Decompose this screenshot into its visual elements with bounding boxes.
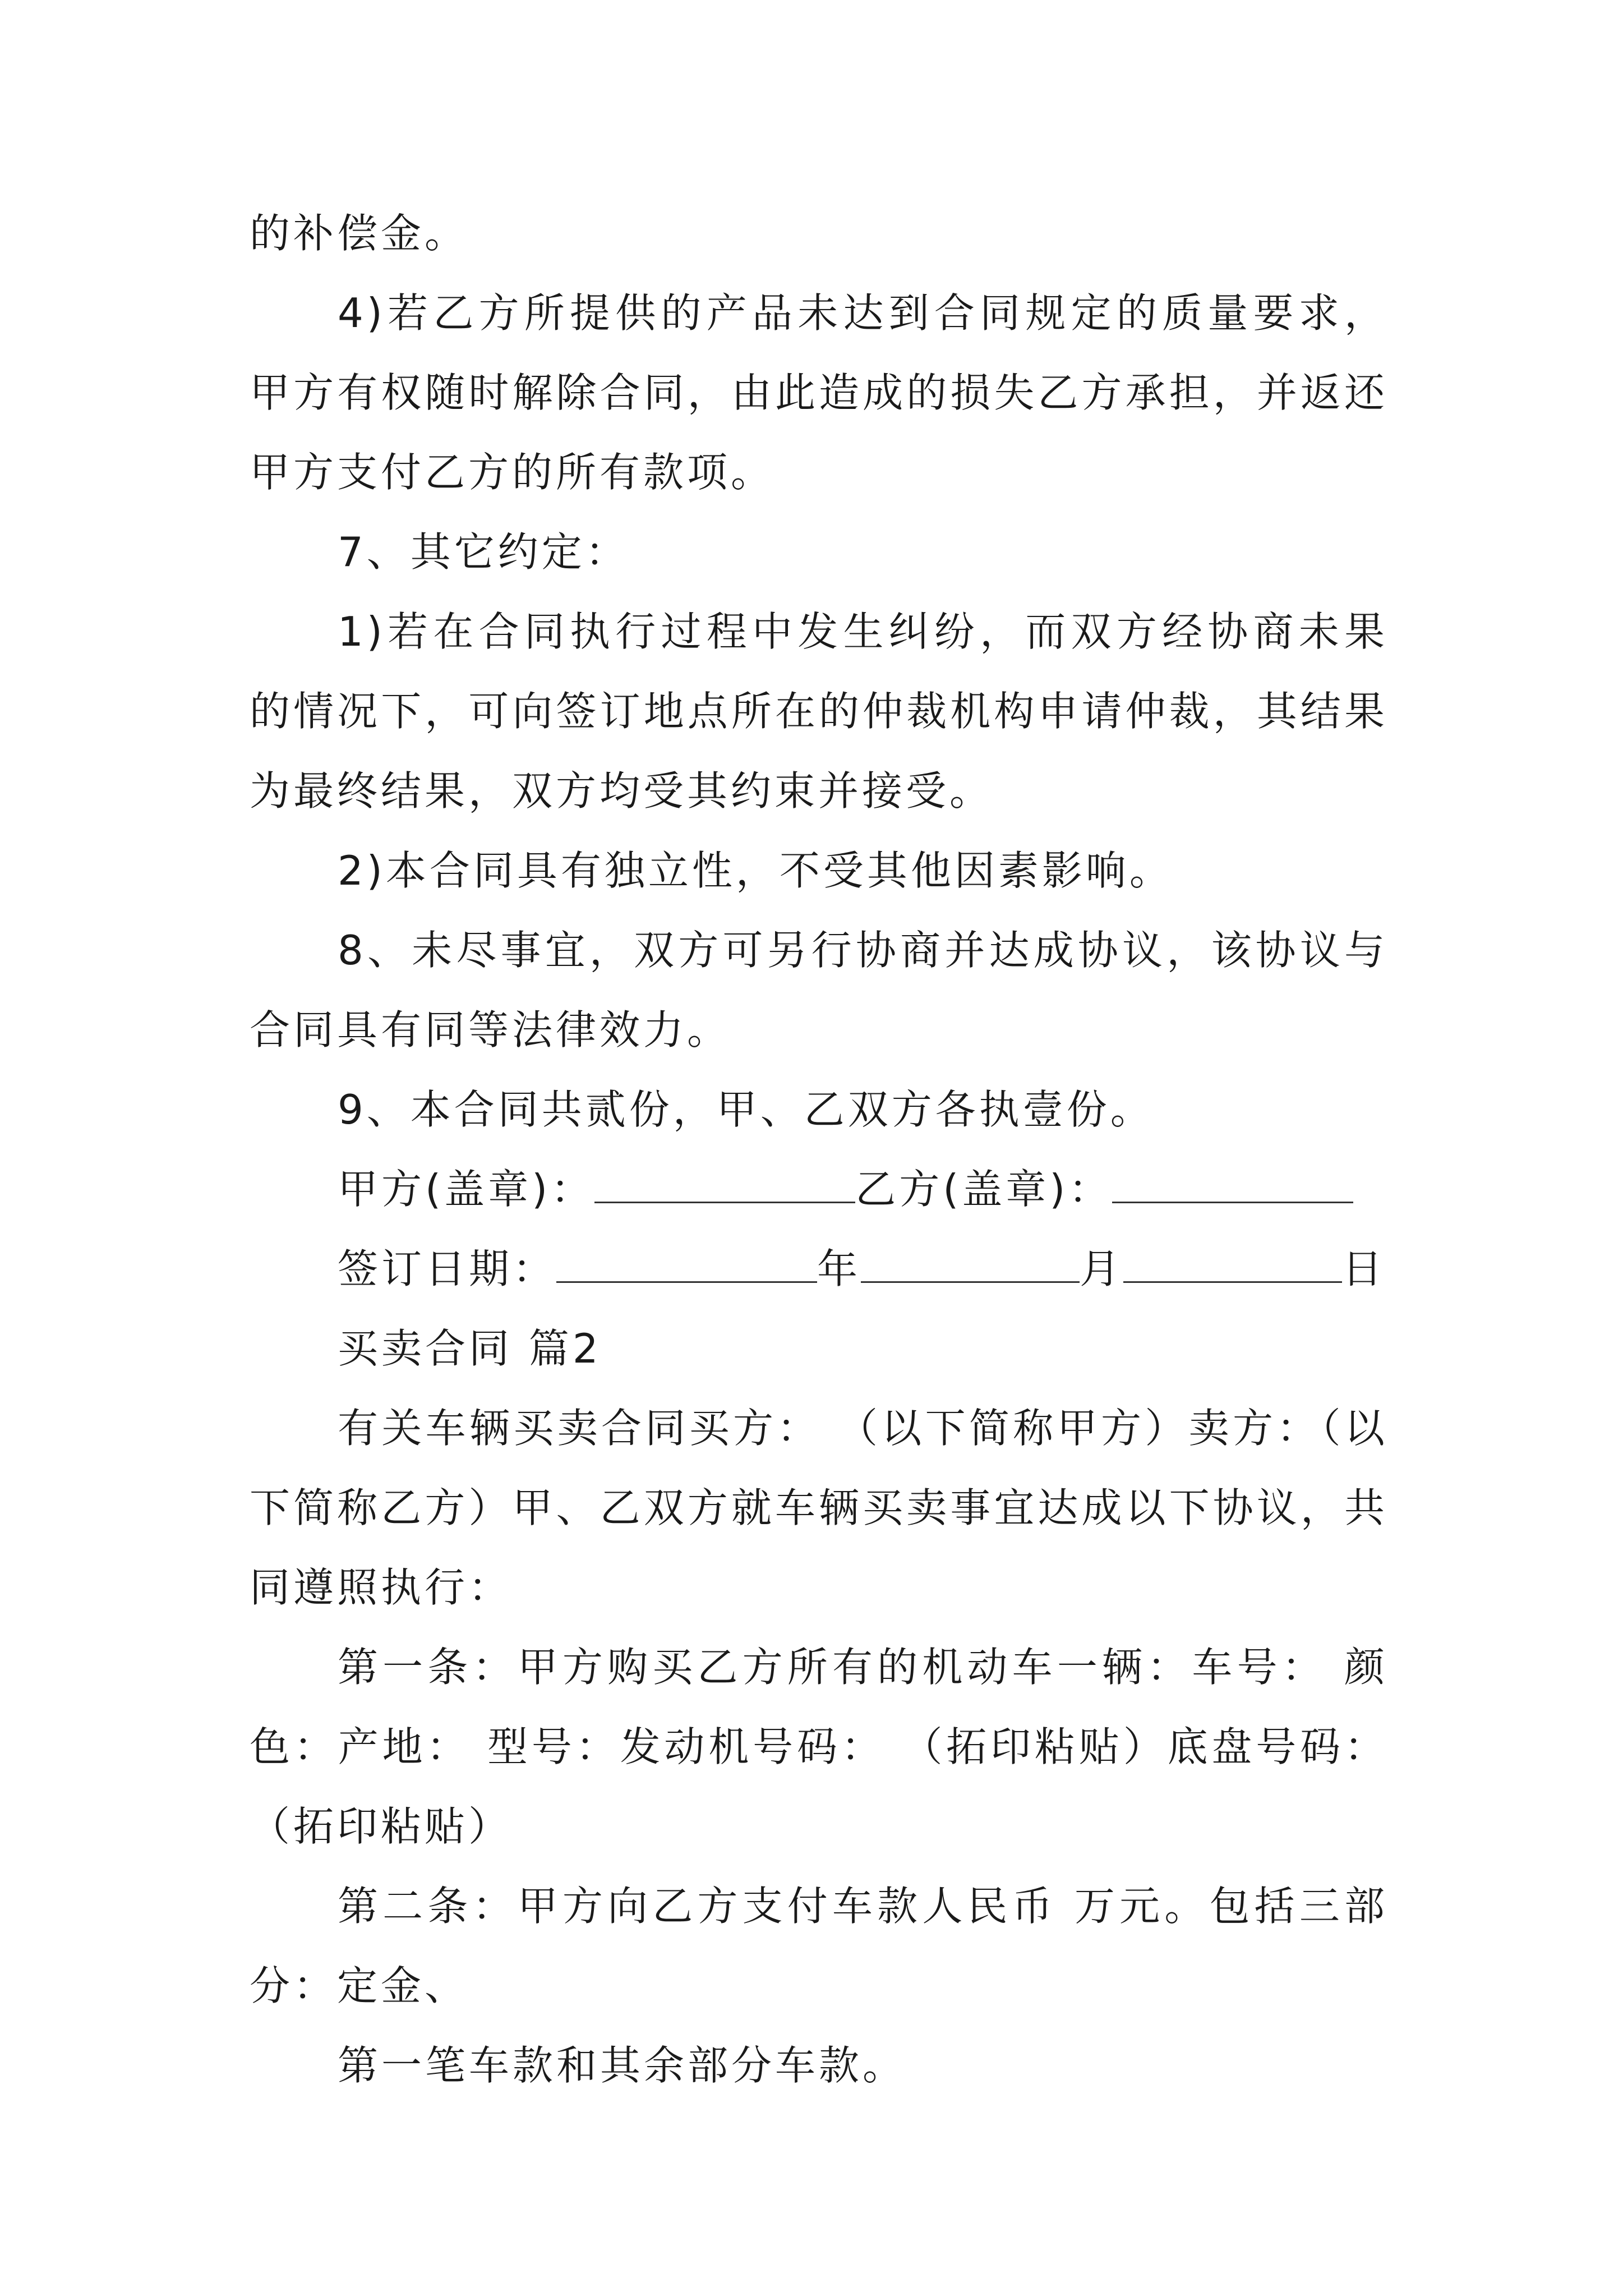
party-a-label: 甲方(盖章)： [338,1166,595,1213]
day-blank [1123,1234,1342,1283]
section-title: 买卖合同 篇2 [338,1325,602,1372]
date-label: 签订日期： [338,1245,557,1292]
date-line [250,1229,1388,1309]
signature-line [250,1149,1388,1229]
party-a-blank [594,1154,855,1203]
paragraph: 第一条：甲方购买乙方所有的机动车一辆：车号： 颜色：产地： 型号：发动机号码： （拓印粘贴）底盘号码：（拓印粘贴） [250,1644,1388,1850]
paragraph: 第二条：甲方向乙方支付车款人民币 万元。包括三部分：定金、 [250,1883,1388,2009]
day-label: 日 [1342,1245,1386,1292]
paragraph: 1)若在合同执行过程中发生纠纷，而双方经协商未果的情况下，可向签订地点所在的仲裁机构申请仲裁，其结果为最终结果，双方均受其约束并接受。 [250,608,1388,815]
paragraph: 的补偿金。 [250,210,469,257]
paragraph: 4)若乙方所提供的产品未达到合同规定的质量要求，甲方有权随时解除合同，由此造成的损失乙方承担，并返还甲方支付乙方的所有款项。 [250,289,1388,496]
paragraph: 9、本合同共贰份，甲、乙双方各执壹份。 [338,1086,1154,1133]
paragraph: 第一笔车款和其余部分车款。 [338,2042,907,2089]
paragraph: 7、其它约定： [338,528,629,576]
document-body [250,194,1388,2105]
party-b-blank [1112,1154,1353,1203]
date-blank [556,1234,817,1283]
paragraph: 有关车辆买卖合同买方： （以下简称甲方）卖方：（以下简称乙方）甲、乙双方就车辆买卖事宜达成以下协议，共同遵照执行： [250,1405,1388,1611]
paragraph: 2)本合同具有独立性，不受其他因素影响。 [338,847,1173,894]
party-b-label: 乙方(盖章)： [855,1166,1113,1213]
month-blank [861,1234,1080,1283]
month-label: 月 [1080,1245,1124,1292]
year-label: 年 [817,1245,861,1292]
paragraph: 8、未尽事宜，双方可另行协商并达成协议，该协议与合同具有同等法律效力。 [250,927,1388,1053]
